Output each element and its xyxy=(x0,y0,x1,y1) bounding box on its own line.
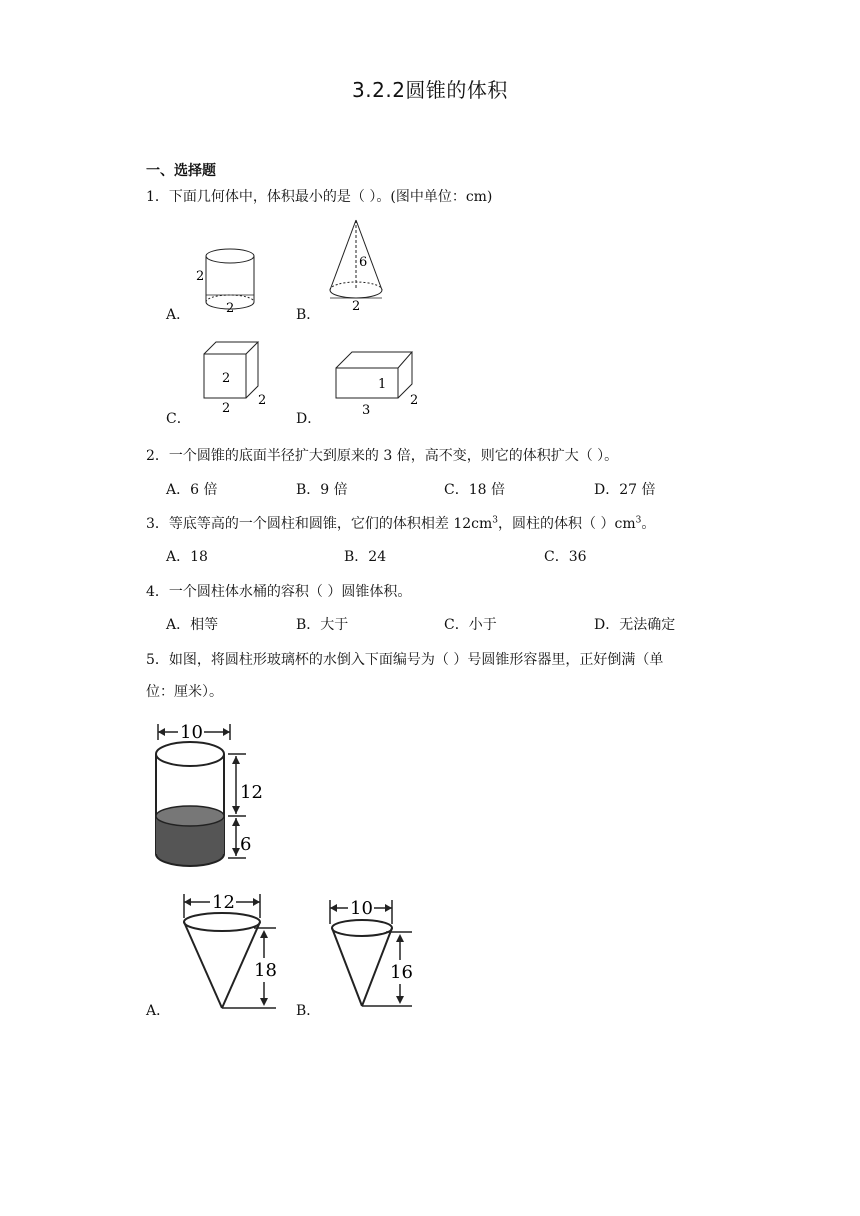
section-heading: 一、选择题 xyxy=(146,163,216,179)
q1a-diameter-label: 2 xyxy=(226,301,235,316)
page-title: 3.2.2圆锥的体积 xyxy=(352,78,508,102)
q3-option-b[interactable]: B．24 xyxy=(344,549,387,565)
q1c-depth-label: 2 xyxy=(258,393,267,408)
q1-option-d[interactable]: D． xyxy=(296,411,322,427)
q1-figure-d-cuboid xyxy=(330,346,426,418)
q2-option-b[interactable]: B．9 倍 xyxy=(296,482,348,498)
q5-cylinder-top-height-label: 12 xyxy=(240,782,263,803)
question-5-stem-line2: 位：厘米）。 xyxy=(146,684,223,700)
q1c-width-label: 2 xyxy=(222,401,231,416)
q1-option-c[interactable]: C． xyxy=(166,411,191,427)
q1-figure-b-cone xyxy=(324,216,388,314)
q4-option-b[interactable]: B．大于 xyxy=(296,617,349,633)
q5-cone-b-height-label: 16 xyxy=(390,962,413,983)
q1-option-b[interactable]: B． xyxy=(296,307,321,323)
question-5-stem-line1: 5．如图，将圆柱形玻璃杯的水倒入下面编号为（ ）号圆锥形容器里，正好倒满（单 xyxy=(146,652,664,668)
q2-option-c[interactable]: C．18 倍 xyxy=(444,482,505,498)
q5-option-b[interactable]: B． xyxy=(296,1003,321,1019)
question-3-stem xyxy=(146,513,655,533)
q1d-height-label: 1 xyxy=(378,377,387,392)
question-1-stem: 1．下面几何体中，体积最小的是（ ）。(图中单位：cm) xyxy=(146,189,493,205)
q1-figure-c-cube xyxy=(198,338,274,416)
q2-option-d[interactable]: D．27 倍 xyxy=(594,482,656,498)
q3-stem-part3: 。 xyxy=(641,516,656,532)
q1d-length-label: 3 xyxy=(362,403,371,418)
q1b-diameter-label: 2 xyxy=(352,299,361,314)
q5-cone-a-diameter-label: 12 xyxy=(212,892,235,913)
q4-option-a[interactable]: A．相等 xyxy=(166,617,219,633)
q5-cone-b-figure xyxy=(326,896,418,1012)
q3-option-a[interactable]: A．18 xyxy=(166,549,208,565)
q3-unit-sup-2: 3 xyxy=(635,515,642,526)
q5-cone-b-diameter-label: 10 xyxy=(350,898,373,919)
question-4-stem: 4．一个圆柱体水桶的容积（ ）圆锥体积。 xyxy=(146,584,412,600)
q1c-face-label: 2 xyxy=(222,371,231,386)
q3-option-c[interactable]: C．36 xyxy=(544,549,587,565)
q5-cone-a-height-label: 18 xyxy=(254,960,277,981)
q5-cylinder-diameter-label: 10 xyxy=(180,722,203,743)
q3-stem-part2: ，圆柱的体积（ ）cm xyxy=(498,516,636,532)
q1-figure-a-cylinder xyxy=(190,242,270,318)
q4-option-c[interactable]: C．小于 xyxy=(444,617,497,633)
q5-cone-a-figure xyxy=(178,888,282,1014)
q4-option-d[interactable]: D．无法确定 xyxy=(594,617,676,633)
q1a-height-label: 2 xyxy=(196,269,205,284)
q1d-depth-label: 2 xyxy=(410,393,419,408)
q5-water-height-label: 6 xyxy=(240,834,252,855)
q5-option-a[interactable]: A． xyxy=(146,1003,171,1019)
q2-option-a[interactable]: A．6 倍 xyxy=(166,482,218,498)
q3-unit-sup-1: 3 xyxy=(492,515,499,526)
question-2-stem: 2．一个圆锥的底面半径扩大到原来的 3 倍，高不变，则它的体积扩大（ ）。 xyxy=(146,448,619,464)
q1-option-a[interactable]: A． xyxy=(166,307,191,323)
q5-glass-cylinder-figure xyxy=(148,718,274,876)
q3-stem-part1: 3．等底等高的一个圆柱和圆锥，它们的体积相差 12cm xyxy=(146,516,493,532)
q1b-height-label: 6 xyxy=(359,255,368,270)
